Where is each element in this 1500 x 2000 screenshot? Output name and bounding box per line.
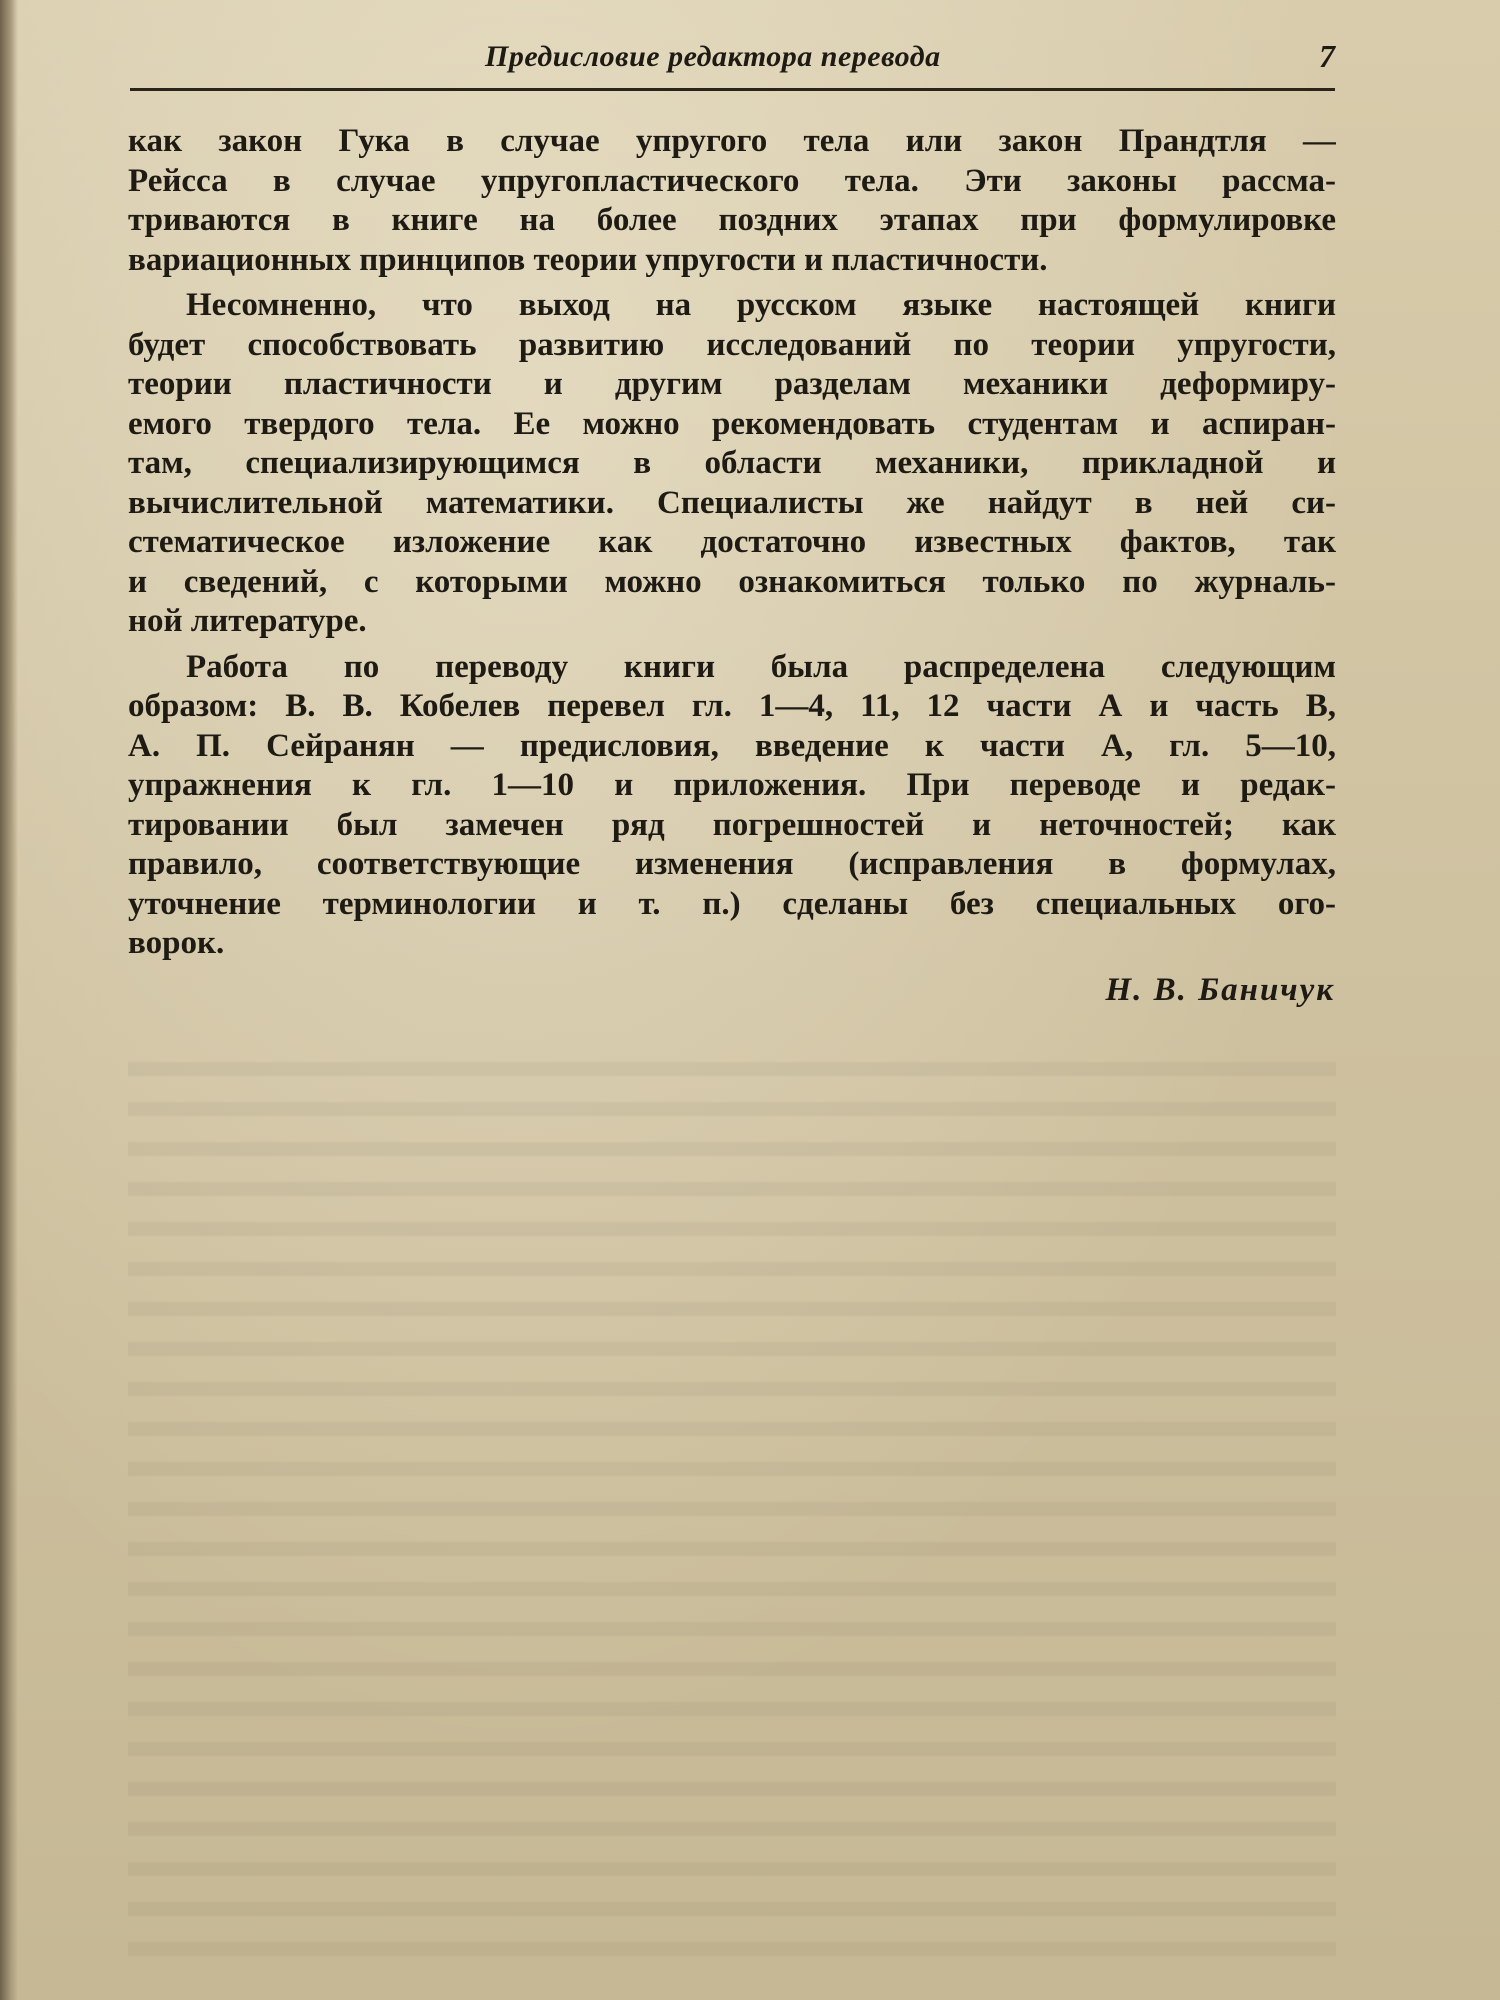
text-line: стематическое изложение как достаточно известных фактов, так	[128, 524, 1336, 560]
text-line: упражнения к гл. 1—10 и приложения. При переводе и редак-	[128, 767, 1336, 803]
text-line: как закон Гука в случае упругого тела или закон Прандтля —	[128, 123, 1336, 159]
body-text	[128, 122, 1336, 964]
page-number: 7	[1319, 38, 1335, 74]
text-line: тировании был замечен ряд погрешностей и неточностей; как	[128, 806, 1336, 843]
text-line: вычислительной математики. Специалисты же найдут в ней си-	[128, 484, 1336, 521]
text-line: триваются в книге на более поздних этапах при формулировке	[128, 202, 1336, 238]
text-line: Рейсса в случае упругопластического тела. Эти законы рассма-	[128, 162, 1336, 199]
text-line: уточнение терминологии и т. п.) сделаны без специальных ого-	[128, 885, 1336, 922]
text-line: теории пластичности и другим разделам механики деформиру-	[128, 366, 1336, 402]
binding-edge	[0, 0, 18, 2000]
paragraph-1	[128, 122, 1336, 280]
signature: Н. В. Баничук	[1105, 972, 1335, 1008]
text-line: ворок.	[128, 925, 225, 961]
text-line: там, специализирующимся в области механики, прикладной и	[128, 445, 1336, 481]
text-line: ной литературе.	[128, 603, 367, 639]
text-line: будет способствовать развитию исследований по теории упругости,	[128, 326, 1336, 363]
text-line: Несомненно, что выход на русском языке настоящей книги	[186, 287, 1336, 323]
text-line: емого твердого тела. Ее можно рекомендовать студентам и аспиран-	[128, 405, 1336, 442]
running-title: Предисловие редактора перевода	[485, 40, 941, 73]
paragraph-2	[128, 286, 1336, 642]
reverse-side-show-through	[128, 1045, 1336, 1965]
header-rule	[130, 88, 1335, 91]
text-line: Работа по переводу книги была распределена следующим	[186, 648, 1336, 685]
text-line: и сведений, с которыми можно ознакомиться только по журналь-	[128, 563, 1336, 600]
paragraph-3	[128, 648, 1336, 964]
text-line: правило, соответствующие изменения (исправления в формулах,	[128, 846, 1336, 882]
text-line: А. П. Сейранян — предисловия, введение к части А, гл. 5—10,	[128, 727, 1336, 764]
running-head	[130, 36, 1335, 82]
text-line: вариационных принципов теории упругости и пластичности.	[128, 241, 1048, 278]
text-line: образом: В. В. Кобелев перевел гл. 1—4, 11, 12 части А и часть В,	[128, 688, 1336, 724]
